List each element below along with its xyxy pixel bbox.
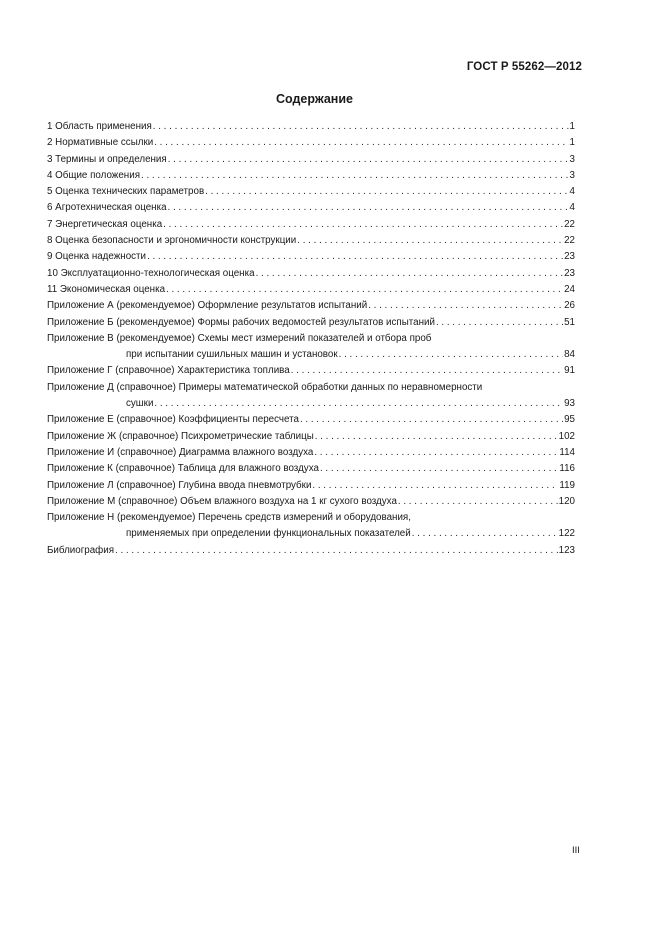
toc-entry-page: 4 [569, 202, 575, 214]
toc-entry-title: Библиография [47, 544, 115, 556]
toc-entry-title-cont: сушки [126, 398, 154, 410]
dot-leader [163, 217, 563, 233]
dot-leader [166, 282, 563, 298]
dot-leader [115, 543, 558, 559]
dot-leader [205, 184, 568, 200]
toc-entry-title-cont: при испытании сушильных машин и установок [126, 349, 338, 361]
toc-entry-title: Приложение К (справочное) Таблица для влажного воздуха [47, 463, 319, 475]
toc-entry-title: Приложение И (справочное) Диаграмма влажного воздуха [47, 446, 314, 458]
toc-entry-page: 114 [559, 446, 575, 458]
toc-entry-title: Приложение Ж (справочное) Психрометрические таблицы [47, 430, 314, 442]
dot-leader [368, 298, 563, 314]
toc-entry [47, 168, 575, 184]
toc-entry-page: 120 [558, 495, 575, 507]
toc-entry [47, 461, 575, 477]
dot-leader [256, 266, 564, 282]
toc-entry-page: 95 [564, 414, 575, 426]
dot-leader [315, 429, 558, 445]
dot-leader [297, 233, 563, 249]
toc-entry-page: 91 [564, 365, 575, 377]
toc-entry-title: 8 Оценка безопасности и эргономичности конструкции [47, 235, 297, 247]
toc-entry [47, 249, 575, 265]
toc-entry [47, 135, 575, 151]
toc-entry-multiline [47, 380, 575, 413]
toc-entry-title: Приложение М (справочное) Объем влажного воздуха на 1 кг сухого воздуха [47, 495, 397, 507]
toc-entry [47, 412, 575, 428]
toc-entry [47, 217, 575, 233]
dot-leader [300, 412, 563, 428]
dot-leader [141, 168, 569, 184]
dot-leader [398, 494, 558, 510]
dot-leader [436, 315, 563, 331]
toc-entry-title-cont: применяемых при определении функциональных показателей [126, 528, 411, 540]
toc-entry [47, 494, 575, 510]
toc-entry [47, 119, 575, 135]
document-id: ГОСТ Р 55262—2012 [466, 61, 582, 73]
dot-leader [291, 363, 563, 379]
toc-entry [47, 478, 575, 494]
toc-entry-title: 10 Эксплуатационно-технологическая оценка [47, 267, 255, 279]
toc-entry-page: 26 [564, 300, 575, 312]
toc-entry-page: 23 [564, 267, 575, 279]
toc-entry [47, 266, 575, 282]
toc-entry-title: 7 Энергетическая оценка [47, 218, 163, 230]
toc-entry-page: 102 [558, 430, 575, 442]
toc-entry-title: 6 Агротехническая оценка [47, 202, 167, 214]
toc-entry-page: 1 [569, 121, 575, 132]
toc-entry-title: Приложение В (рекомендуемое) Схемы мест измерений показателей и отбора проб [47, 332, 432, 344]
toc-entry-title: Приложение А (рекомендуемое) Оформление результатов испытаний [47, 300, 368, 312]
toc-entry-page: 122 [558, 528, 575, 540]
dot-leader [168, 200, 569, 216]
toc-entry-title: 4 Общие положения [47, 169, 140, 181]
toc-entry-title: 11 Экономическая оценка [47, 283, 166, 295]
dot-leader [312, 478, 558, 494]
toc-entry [47, 282, 575, 298]
toc-entry-title: 3 Термины и определения [47, 153, 167, 165]
toc-entry-page: 116 [559, 463, 575, 475]
toc-entry [47, 315, 575, 331]
toc-entry [47, 445, 575, 461]
dot-leader [320, 461, 558, 477]
toc-entry-page: 22 [564, 218, 575, 230]
toc-entry-title: 5 Оценка технических параметров [47, 186, 205, 198]
toc-entry [47, 429, 575, 445]
toc-entry-page: 23 [564, 251, 575, 263]
toc-entry-page: 24 [564, 283, 575, 295]
page-title: Содержание [275, 92, 353, 106]
toc-entry [47, 363, 575, 379]
toc-entry [47, 543, 575, 559]
dot-leader [154, 396, 563, 412]
toc-entry-page: 51 [564, 316, 575, 328]
toc-entry-title: 2 Нормативные ссылки [47, 137, 154, 149]
toc-entry-title: 1 Область применения [47, 121, 152, 132]
toc-entry-title: Приложение Н (рекомендуемое) Перечень средств измерений и оборудования, [47, 512, 411, 524]
toc-entry-multiline [47, 510, 575, 543]
toc-entry-title: Приложение Д (справочное) Примеры математической обработки данных по неравномерности [47, 381, 483, 393]
toc-entry-page: 3 [569, 153, 575, 165]
page-number: III [572, 845, 580, 856]
toc-entry [47, 298, 575, 314]
dot-leader [153, 119, 569, 135]
dot-leader [412, 526, 558, 542]
dot-leader [314, 445, 558, 461]
toc-entry [47, 233, 575, 249]
dot-leader [168, 152, 569, 168]
toc-entry-title: Приложение Л (справочное) Глубина ввода пневмотрубки [47, 479, 312, 491]
dot-leader [154, 135, 568, 151]
toc-entry [47, 152, 575, 168]
toc-entry-page: 22 [564, 235, 575, 247]
toc-entry [47, 200, 575, 216]
toc-entry-title: Приложение Г (справочное) Характеристика топлива [47, 365, 290, 377]
dot-leader [339, 347, 563, 363]
toc-entry [47, 184, 575, 200]
toc-entry-title: 9 Оценка надежности [47, 251, 147, 263]
toc-entry-title: Приложение Б (рекомендуемое) Формы рабочих ведомостей результатов испытаний [47, 316, 435, 328]
toc-entry-multiline [47, 331, 575, 364]
toc-entry-page: 4 [569, 186, 575, 198]
toc-entry-page: 84 [564, 349, 575, 361]
dot-leader [147, 249, 563, 265]
toc-entry-page: 93 [564, 398, 575, 410]
toc-entry-page: 3 [569, 169, 575, 181]
toc-entry-title: Приложение Е (справочное) Коэффициенты пересчета [47, 414, 299, 426]
toc-entry-page: 119 [559, 479, 575, 491]
table-of-contents [47, 119, 575, 559]
toc-entry-page: 1 [569, 137, 575, 149]
toc-entry-page: 123 [558, 544, 575, 556]
